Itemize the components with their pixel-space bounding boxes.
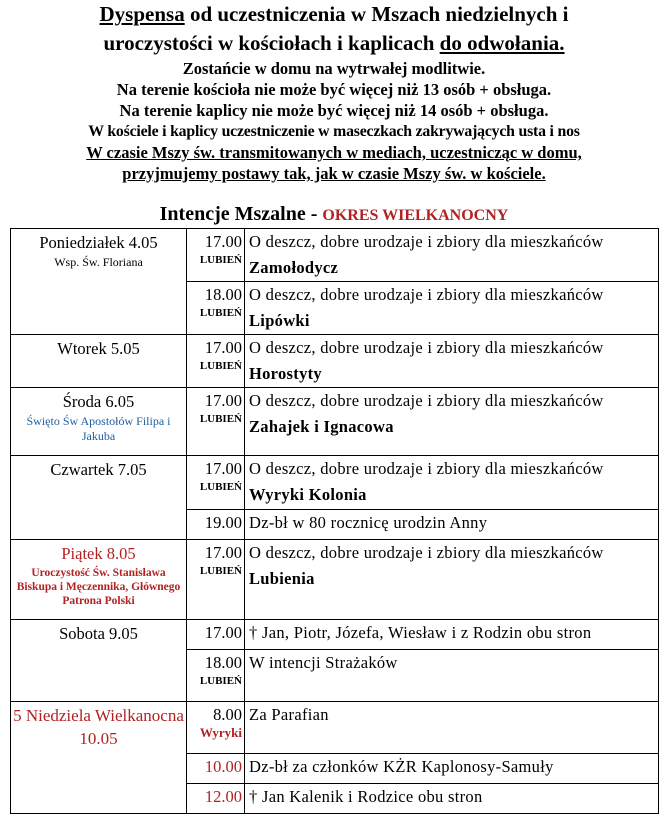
- day-cell: [11, 702, 187, 814]
- time-cell: [187, 754, 245, 784]
- day-cell: [11, 456, 187, 540]
- schedule-row: [11, 456, 659, 510]
- notice-line-6: przyjmujemy postawy tak, jak w czasie Mszy św. w kościele.: [122, 164, 546, 183]
- mass-time: 17.00: [204, 338, 242, 357]
- mass-place: LUBIEŃ: [199, 360, 242, 372]
- intention-text: O deszcz, dobre urodzaje i zbiory dla mieszkańców: [249, 459, 604, 478]
- notice-line-2: Na terenie kościoła nie może być więcej niż 13 osób + obsługa.: [116, 80, 552, 99]
- mass-place: LUBIEŃ: [199, 481, 242, 493]
- mass-schedule-table: [10, 228, 659, 814]
- time-cell: [187, 620, 245, 650]
- intention-text: O deszcz, dobre urodzaje i zbiory dla mieszkańców: [249, 285, 604, 304]
- section-title: [0, 202, 668, 228]
- day-name: Sobota 9.05: [59, 624, 138, 643]
- intention-cell: [245, 784, 659, 814]
- day-cell: [11, 229, 187, 335]
- intention-cell: [245, 456, 659, 510]
- title-rest: od uczestniczenia w Mszach niedzielnych i: [184, 2, 569, 26]
- intention-text: † Jan, Piotr, Józefa, Wiesław i z Rodzin obu stron: [249, 623, 592, 642]
- mass-time: 17.00: [204, 232, 242, 251]
- time-cell: [187, 784, 245, 814]
- day-cell: [11, 620, 187, 702]
- day-name: 5 Niedziela Wielkanocna 10.05: [13, 706, 184, 748]
- mass-place: LUBIEŃ: [199, 254, 242, 266]
- intencje-label: Intencje Mszalne -: [159, 203, 323, 225]
- notice-line-4: W kościele i kaplicy uczestniczenie w maseczkach zakrywających usta i nos: [88, 123, 580, 140]
- title-line-1: [0, 0, 668, 29]
- mass-place: LUBIEŃ: [199, 675, 242, 687]
- intention-cell: [245, 229, 659, 282]
- intention-place-name: Lipówki: [249, 311, 310, 330]
- mass-time: 8.00: [213, 705, 242, 724]
- time-cell: [187, 540, 245, 620]
- mass-time: 12.00: [204, 787, 242, 806]
- intention-place-name: Horostyty: [249, 364, 322, 383]
- day-name: Wtorek 5.05: [57, 339, 140, 358]
- day-name: Środa 6.05: [62, 392, 135, 411]
- mass-time: 19.00: [204, 513, 242, 532]
- intention-text: O deszcz, dobre urodzaje i zbiory dla mieszkańców: [249, 543, 604, 562]
- intention-place-name: Zahajek i Ignacowa: [249, 417, 394, 436]
- intention-cell: [245, 335, 659, 388]
- intention-text: O deszcz, dobre urodzaje i zbiory dla mieszkańców: [249, 232, 604, 251]
- intention-cell: [245, 510, 659, 540]
- mass-time: 17.00: [204, 543, 242, 562]
- mass-place: LUBIEŃ: [199, 565, 242, 577]
- day-feast: Wsp. Św. Floriana: [54, 255, 143, 269]
- intention-text: O deszcz, dobre urodzaje i zbiory dla mieszkańców: [249, 391, 604, 410]
- okres-label: OKRES WIELKANOCNY: [322, 207, 509, 224]
- intention-text: Dz-bł za członków KŻR Kaplonosy-Samuły: [249, 757, 554, 776]
- schedule-row: [11, 540, 659, 620]
- day-name: Piątek 8.05: [61, 544, 136, 563]
- time-cell: [187, 456, 245, 510]
- day-feast: Święto Św Apostołów Filipa i Jakuba: [26, 414, 171, 443]
- mass-place: LUBIEŃ: [199, 307, 242, 319]
- mass-time: 17.00: [204, 459, 242, 478]
- intention-text: Za Parafian: [249, 705, 329, 724]
- intention-cell: [245, 540, 659, 620]
- time-cell: [187, 510, 245, 540]
- time-cell: [187, 229, 245, 282]
- time-cell: [187, 650, 245, 702]
- schedule-row: [11, 335, 659, 388]
- announcement-header: [0, 0, 668, 184]
- day-name: Poniedziałek 4.05: [39, 233, 158, 252]
- intention-text: † Jan Kalenik i Rodzice obu stron: [249, 787, 483, 806]
- schedule-row: [11, 702, 659, 754]
- title-line2-text: uroczystości w kościołach i kaplicach: [103, 31, 440, 55]
- intention-text: W intencji Strażaków: [249, 653, 398, 672]
- day-name: Czwartek 7.05: [50, 460, 147, 479]
- intention-cell: [245, 702, 659, 754]
- intention-text: O deszcz, dobre urodzaje i zbiory dla mieszkańców: [249, 338, 604, 357]
- mass-time: 17.00: [204, 391, 242, 410]
- time-cell: [187, 335, 245, 388]
- title-line2-underlined: do odwołania.: [439, 31, 565, 55]
- schedule-row: [11, 620, 659, 650]
- notice-line-3: Na terenie kaplicy nie może być więcej niż 14 osób + obsługa.: [119, 101, 549, 120]
- intention-place-name: Lubienia: [249, 569, 315, 588]
- mass-time: 18.00: [204, 285, 242, 304]
- notice-line-5: W czasie Mszy św. transmitowanych w mediach, uczestnicząc w domu,: [86, 143, 582, 162]
- mass-place: LUBIEŃ: [199, 413, 242, 425]
- schedule-row: [11, 388, 659, 456]
- intention-place-name: Zamołodycz: [249, 258, 339, 277]
- notice-line-1: Zostańcie w domu na wytrwałej modlitwie.: [182, 59, 486, 78]
- title-dyspensa: Dyspensa: [99, 2, 185, 26]
- day-cell: [11, 335, 187, 388]
- day-cell: [11, 540, 187, 620]
- mass-place: Wyryki: [199, 725, 242, 740]
- mass-time: 17.00: [204, 623, 242, 642]
- day-feast: Uroczystość Św. Stanisława Biskupa i Męczennika, Głównego Patrona Polski: [16, 567, 181, 607]
- intention-cell: [245, 754, 659, 784]
- intention-place-name: Wyryki Kolonia: [249, 485, 367, 504]
- intention-cell: [245, 620, 659, 650]
- intention-cell: [245, 282, 659, 335]
- title-line-2: [0, 29, 668, 58]
- time-cell: [187, 388, 245, 456]
- time-cell: [187, 702, 245, 754]
- mass-time: 18.00: [204, 653, 242, 672]
- intention-text: Dz-bł w 80 rocznicę urodzin Anny: [249, 513, 488, 532]
- time-cell: [187, 282, 245, 335]
- mass-time: 10.00: [204, 757, 242, 776]
- schedule-row: [11, 229, 659, 282]
- day-cell: [11, 388, 187, 456]
- intention-cell: [245, 388, 659, 456]
- intention-cell: [245, 650, 659, 702]
